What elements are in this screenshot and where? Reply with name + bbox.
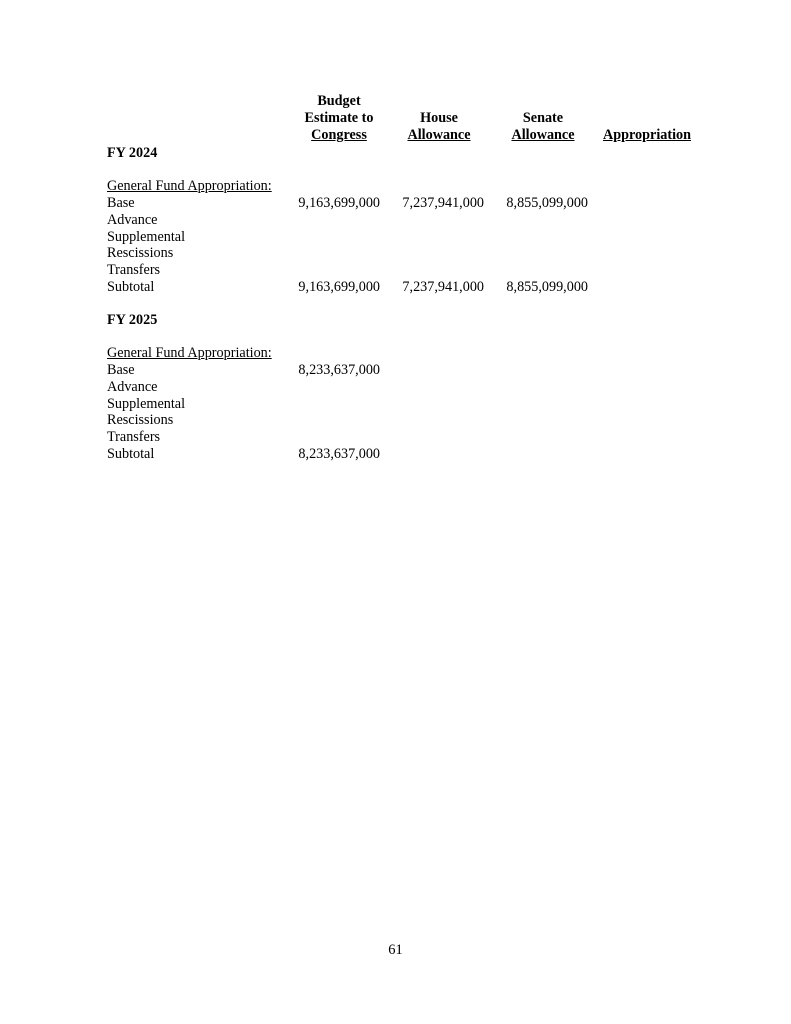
cell-house: 7,237,941,000 bbox=[402, 278, 484, 295]
table-row bbox=[107, 262, 727, 279]
column-header-line: Senate bbox=[522, 110, 564, 126]
table-row bbox=[107, 279, 727, 296]
fy2024-rows bbox=[107, 195, 727, 296]
table-row bbox=[107, 446, 727, 463]
column-header-line: Congress bbox=[311, 127, 367, 143]
row-label: Supplemental bbox=[107, 228, 186, 245]
cell-budget: 8,233,637,000 bbox=[298, 362, 380, 378]
fy2025-group-label: General Fund Appropriation: bbox=[107, 345, 272, 361]
cell-senate: 8,855,099,000 bbox=[506, 195, 588, 211]
column-header-line: Appropriation bbox=[602, 127, 692, 143]
table-row bbox=[107, 379, 727, 396]
cell-budget: 9,163,699,000 bbox=[298, 278, 380, 295]
column-header-line: Budget bbox=[317, 93, 361, 109]
table-row bbox=[107, 245, 727, 262]
row-label: Base bbox=[107, 195, 135, 211]
fy2024-group-label: General Fund Appropriation: bbox=[107, 178, 272, 194]
fy2025-rows bbox=[107, 362, 727, 463]
table-row bbox=[107, 396, 727, 413]
cell-senate: 8,855,099,000 bbox=[506, 278, 588, 295]
cell-budget: 9,163,699,000 bbox=[298, 195, 380, 211]
column-header-line: Allowance bbox=[407, 127, 471, 143]
column-header-line: House bbox=[420, 110, 458, 126]
fy2024-title: FY 2024 bbox=[107, 145, 158, 161]
column-header-house-allowance bbox=[390, 110, 488, 144]
row-label: Subtotal bbox=[107, 445, 155, 462]
row-label: Supplemental bbox=[107, 395, 186, 412]
row-label: Rescissions bbox=[107, 412, 174, 429]
row-label: Transfers bbox=[107, 262, 161, 279]
row-label: Subtotal bbox=[107, 278, 155, 295]
fy2024-section bbox=[107, 145, 727, 296]
row-label: Rescissions bbox=[107, 245, 174, 262]
cell-house: 7,237,941,000 bbox=[402, 195, 484, 211]
row-label: Advance bbox=[107, 211, 158, 228]
column-header-budget-estimate bbox=[290, 93, 388, 144]
page-number: 61 bbox=[388, 942, 403, 958]
table-row bbox=[107, 412, 727, 429]
row-label: Advance bbox=[107, 378, 158, 395]
table-row bbox=[107, 212, 727, 229]
column-header-senate-allowance bbox=[494, 110, 592, 144]
row-label: Base bbox=[107, 362, 135, 378]
column-header-line: Estimate to bbox=[304, 110, 374, 126]
table-row bbox=[107, 195, 727, 212]
fy2025-title: FY 2025 bbox=[107, 312, 158, 328]
table-row bbox=[107, 229, 727, 246]
cell-budget: 8,233,637,000 bbox=[298, 445, 380, 462]
fy2025-section bbox=[107, 312, 727, 463]
column-header-line: Allowance bbox=[511, 127, 575, 143]
table-row bbox=[107, 362, 727, 379]
row-label: Transfers bbox=[107, 429, 161, 446]
table-row bbox=[107, 429, 727, 446]
column-header-appropriation bbox=[598, 127, 696, 144]
